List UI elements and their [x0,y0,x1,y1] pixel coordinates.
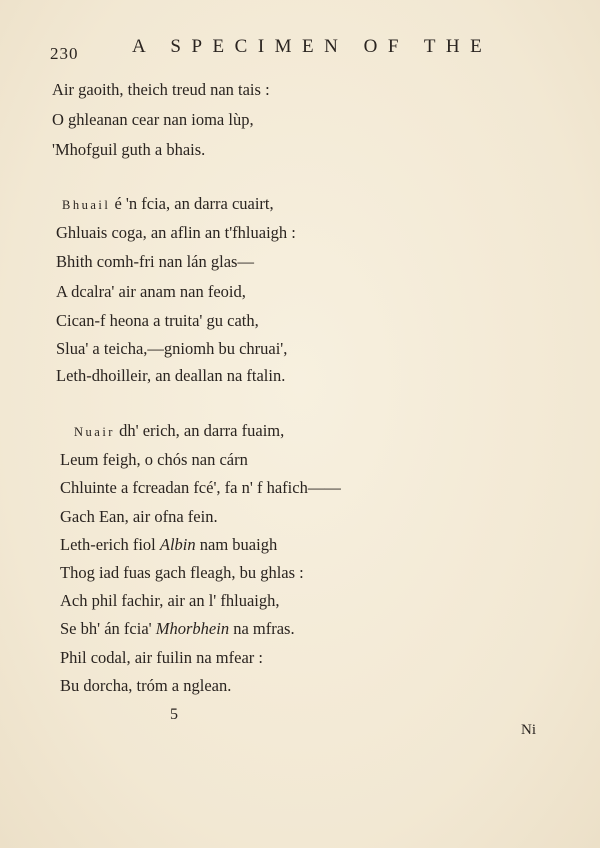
verse-line: Nuair dh' erich, an darra fuaim, [74,421,285,440]
stanza-lead-word: Bhuail [62,198,111,212]
italic-name: Mhorbhein [155,619,230,638]
signature-mark: 5 [170,706,178,723]
page-header [0,36,600,66]
verse-line: Leth-dhoilleir, an deallan na ftalin. [56,366,286,385]
verse-line: Se bh' án fcia' Mhorbhein na mfras. [60,619,295,638]
verse-line: Air gaoith, theich treud nan tais : [52,80,270,99]
verse-line: Cican-f heona a truita' gu cath, [56,311,259,330]
verse-line: Thog iad fuas gach fleagh, bu ghlas : [60,563,304,582]
verse-line: Ghluais coga, an aflin an t'fhluaigh : [56,223,296,242]
verse-line: A dcalra' air anam nan feoid, [56,282,246,301]
verse-line: O ghleanan cear nan ioma lùp, [52,110,254,129]
verse-line: Chluinte a fcreadan fcé', fa n' f hafich—— [60,478,341,497]
verse-line: Bu dorcha, tróm a nglean. [60,676,232,695]
verse-line: Bhuail é 'n fcia, an darra cuairt, [62,194,274,213]
running-title: A SPECIMEN OF THE [132,36,493,57]
page-number: 230 [50,44,79,63]
verse-line: Leth-erich fiol Albin nam buaigh [60,535,278,554]
verse-line: Bhith comh-fri nan lán glas— [56,252,254,271]
verse-line: Leum feigh, o chós nan cárn [60,450,248,469]
verse-line: Slua' a teicha,—gniomh bu chruai', [56,339,288,358]
verse-line: 'Mhofguil guth a bhais. [52,140,206,159]
verse-line: Phil codal, air fuilin na mfear : [60,648,263,667]
verse-line: Ach phil fachir, air an l' fhluaigh, [60,591,280,610]
catchword: Ni [521,722,536,738]
stanza-lead-word: Nuair [74,425,115,439]
italic-name: Albin [159,535,196,554]
verse-line: Gach Ean, air ofna fein. [60,507,218,526]
